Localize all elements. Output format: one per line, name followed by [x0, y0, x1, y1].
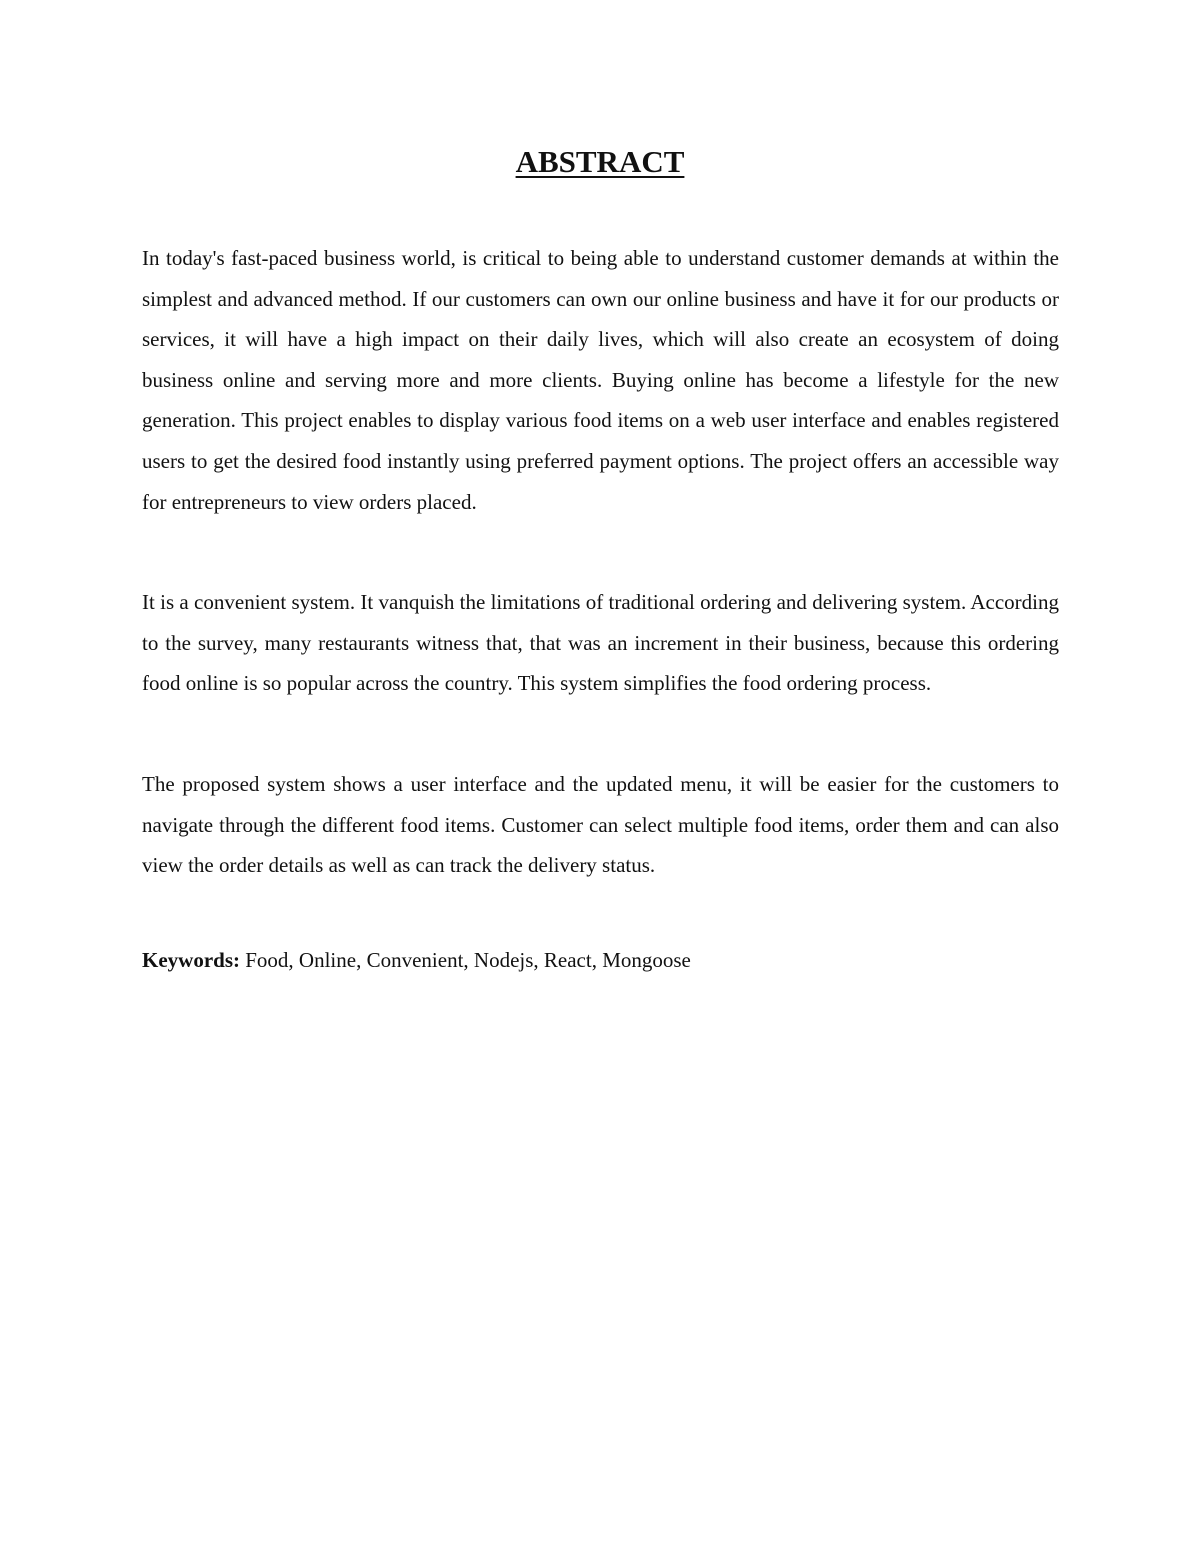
keywords-line: [142, 940, 1059, 980]
abstract-paragraph-1: In today's fast-paced business world, is critical to being able to understand customer demands at within the simplest and advanced method. If our customers can own our online business and have it for our products or services, it will have a high impact on their daily lives, which will also create an ecosystem of doing business online and serving more and more clients. Buying online has become a lifestyle for the new generation. This project enables to display various food items on a web user interface and enables registered users to get the desired food instantly using preferred payment options. The project offers an accessible way for entrepreneurs to view orders placed.: [142, 246, 1059, 514]
page-title: ABSTRACT: [515, 144, 685, 179]
abstract-paragraph-3: The proposed system shows a user interface and the updated menu, it will be easier for the customers to navigate through the different food items. Customer can select multiple food items, order them and can also view the order details as well as can track the delivery status.: [142, 772, 1059, 878]
keywords-value: Food, Online, Convenient, Nodejs, React, Mongoose: [240, 948, 691, 972]
abstract-paragraph-2: It is a convenient system. It vanquish the limitations of traditional ordering and delivering system. According to the survey, many restaurants witness that, that was an increment in their business, because this ordering food online is so popular across the country. This system simplifies the food ordering process.: [142, 590, 1059, 696]
keywords-label: Keywords:: [142, 948, 240, 972]
